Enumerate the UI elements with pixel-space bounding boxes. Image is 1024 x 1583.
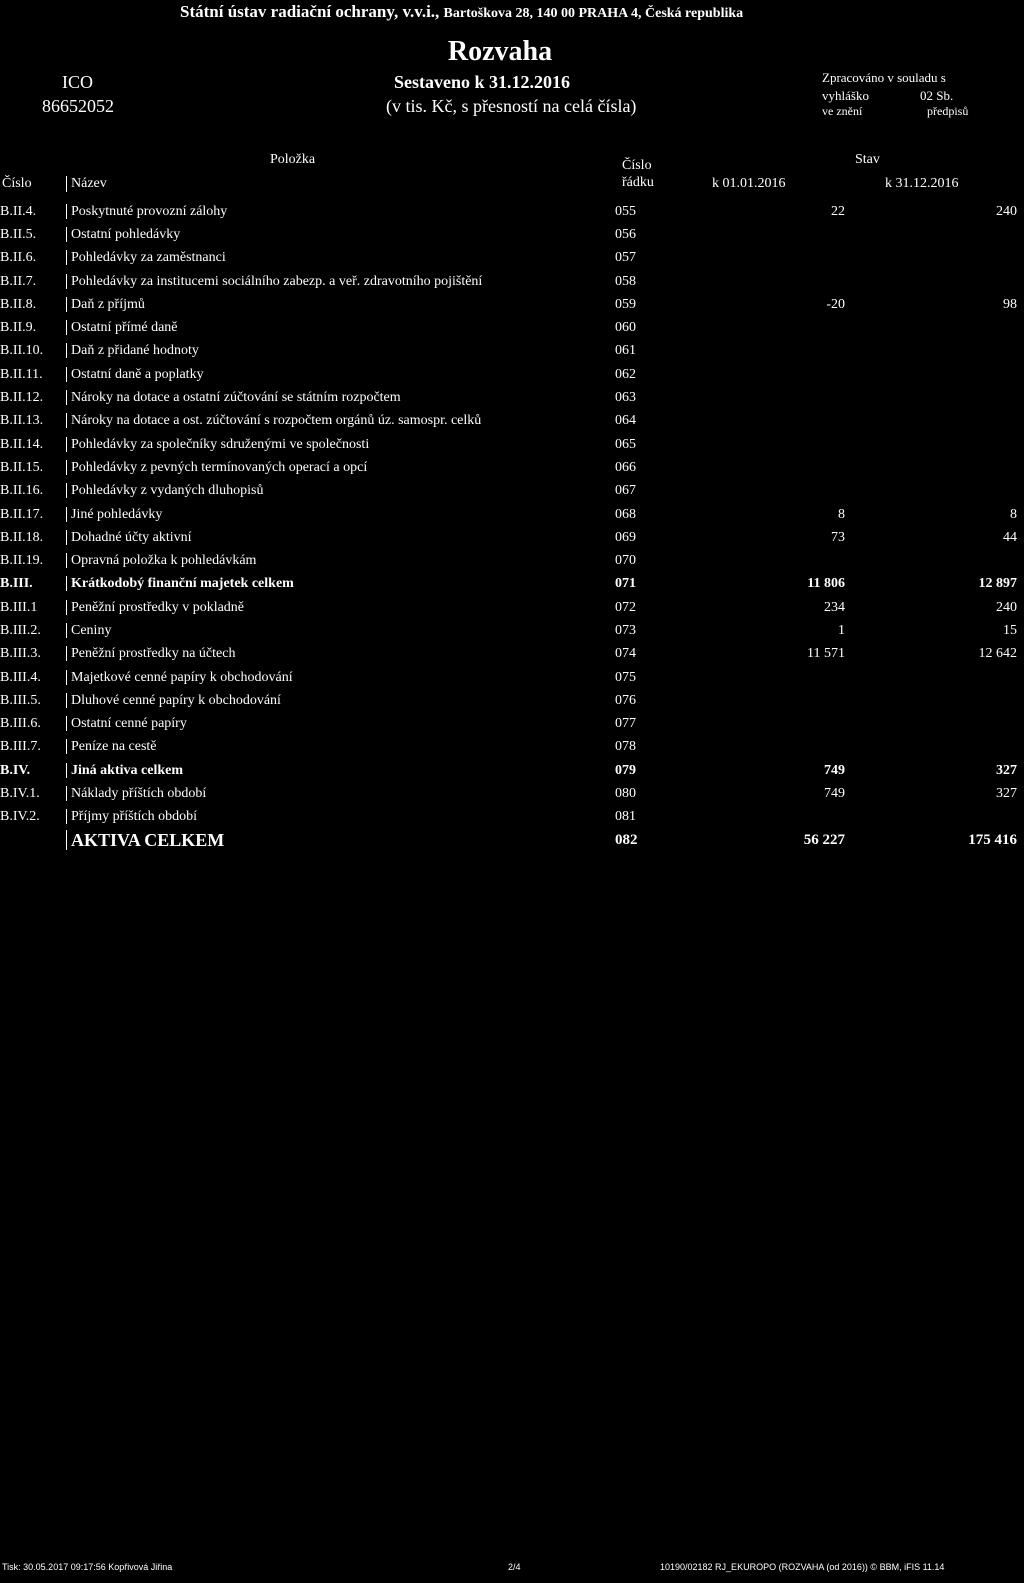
- row-value-start: 1: [838, 622, 845, 638]
- row-value-start: 8: [838, 506, 845, 522]
- row-value-end: 327: [996, 762, 1017, 778]
- row-value-end: 175 416: [968, 832, 1017, 849]
- row-code: B.III.5.: [0, 692, 41, 708]
- compliance-note-5: předpisů: [927, 104, 969, 118]
- row-line-number: 065: [615, 436, 636, 452]
- row-code: B.II.7.: [0, 273, 37, 289]
- table-row: [0, 433, 1019, 456]
- table-row: [0, 806, 1019, 829]
- compiled-date: Sestaveno k 31.12.2016: [394, 72, 571, 92]
- row-value-start: 749: [824, 786, 845, 802]
- row-name: Daň z příjmů: [66, 297, 145, 312]
- row-code: B.II.8.: [0, 296, 37, 312]
- row-value-start: 749: [824, 762, 845, 778]
- row-name: Ostatní přímé daně: [66, 320, 178, 335]
- table-row: [0, 549, 1019, 572]
- row-value-end: 240: [996, 599, 1017, 615]
- table-row: [0, 829, 1019, 852]
- table-row: [0, 782, 1019, 805]
- row-code: B.III.2.: [0, 622, 41, 638]
- row-line-number: 078: [615, 739, 636, 755]
- row-line-number: 076: [615, 692, 636, 708]
- row-name: Pohledávky za institucemi sociálního zabezp. a veř. zdravotního pojištění: [66, 274, 482, 289]
- compliance-note-3: 02 Sb.: [920, 88, 954, 103]
- row-value-end: 8: [1010, 506, 1017, 522]
- row-name: Jiná aktiva celkem: [66, 763, 183, 778]
- row-code: B.IV.2.: [0, 809, 40, 825]
- row-code: B.III.7.: [0, 739, 41, 755]
- row-code: B.II.14.: [0, 436, 44, 452]
- row-value-end: 98: [1003, 296, 1017, 312]
- ico-value: 86652052: [42, 96, 114, 116]
- row-line-number: 056: [615, 226, 636, 242]
- row-code: B.III.6.: [0, 716, 41, 732]
- row-name: Dluhové cenné papíry k obchodování: [66, 693, 281, 708]
- column-header-nazev: Název: [66, 176, 107, 192]
- organization-header: [180, 2, 743, 22]
- row-code: B.II.9.: [0, 320, 37, 336]
- column-header-stav: Stav: [855, 152, 880, 167]
- row-value-start: 73: [831, 529, 845, 545]
- table-row: [0, 223, 1019, 246]
- row-name: Ostatní cenné papíry: [66, 716, 187, 731]
- row-line-number: 067: [615, 483, 636, 499]
- row-value-start: 56 227: [803, 832, 845, 849]
- row-value-start: -20: [826, 296, 845, 312]
- column-header-end: k 31.12.2016: [885, 176, 959, 191]
- table-row: [0, 736, 1019, 759]
- row-code: B.II.19.: [0, 553, 44, 569]
- row-name: Krátkodobý finanční majetek celkem: [66, 576, 294, 591]
- row-value-start: 22: [831, 203, 845, 219]
- row-code: B.III.4.: [0, 669, 41, 685]
- row-code: B.III.: [0, 576, 33, 592]
- row-value-end: 12 642: [978, 646, 1017, 662]
- row-code: B.III.3.: [0, 646, 41, 662]
- row-code: B.III.1: [0, 599, 38, 615]
- compliance-note-4: ve znění: [822, 104, 863, 118]
- row-line-number: 073: [615, 622, 636, 638]
- row-name: Nároky na dotace a ostatní zúčtování se státním rozpočtem: [66, 390, 401, 405]
- row-name: Opravná položka k pohledávkám: [66, 553, 256, 568]
- table-row: [0, 759, 1019, 782]
- organization-address: Bartoškova 28, 140 00 PRAHA 4, Česká republika: [443, 6, 744, 21]
- row-name: Daň z přidané hodnoty: [66, 343, 199, 358]
- page-number: 2/4: [508, 1562, 521, 1572]
- row-value-end: 15: [1003, 622, 1017, 638]
- row-code: B.II.17.: [0, 506, 44, 522]
- row-line-number: 080: [615, 786, 636, 802]
- row-name: Ostatní daně a poplatky: [66, 367, 204, 382]
- row-value-end: 327: [996, 786, 1017, 802]
- row-code: B.II.4.: [0, 203, 37, 219]
- row-code: B.II.13.: [0, 413, 44, 429]
- row-name: Příjmy příštích období: [66, 809, 197, 824]
- row-code: B.II.15.: [0, 459, 44, 475]
- organization-name: Státní ústav radiační ochrany, v.v.i.,: [180, 2, 440, 21]
- row-line-number: 077: [615, 716, 636, 732]
- row-code: B.IV.1.: [0, 786, 40, 802]
- row-line-number: 058: [615, 273, 636, 289]
- row-name: Peníze na cestě: [66, 739, 157, 754]
- table-row: [0, 689, 1019, 712]
- row-line-number: 055: [615, 203, 636, 219]
- row-name: Poskytnuté provozní zálohy: [66, 204, 227, 219]
- row-name: Pohledávky za společníky sdruženými ve společnosti: [66, 437, 369, 452]
- table-row: [0, 386, 1019, 409]
- row-line-number: 069: [615, 529, 636, 545]
- table-row: [0, 573, 1019, 596]
- table-row: [0, 666, 1019, 689]
- row-name: Pohledávky z vydaných dluhopisů: [66, 483, 263, 498]
- table-row: [0, 456, 1019, 479]
- ico-label: ICO: [62, 72, 93, 92]
- row-code: B.II.12.: [0, 390, 44, 406]
- row-line-number: 063: [615, 390, 636, 406]
- row-name: Majetkové cenné papíry k obchodování: [66, 670, 293, 685]
- row-line-number: 070: [615, 553, 636, 569]
- table-row: [0, 363, 1019, 386]
- row-line-number: 059: [615, 296, 636, 312]
- document-title: Rozvaha: [447, 36, 553, 67]
- row-name: Peněžní prostředky na účtech: [66, 646, 235, 661]
- row-code: B.II.10.: [0, 343, 44, 359]
- row-line-number: 079: [615, 762, 636, 778]
- column-header-start: k 01.01.2016: [712, 176, 786, 191]
- row-name: Dohadné účty aktivní: [66, 530, 192, 545]
- table-row: [0, 713, 1019, 736]
- table-row: [0, 200, 1019, 223]
- row-name: Nároky na dotace a ost. zúčtování s rozpočtem orgánů úz. samospr. celků: [66, 413, 481, 428]
- row-name: Jiné pohledávky: [66, 507, 162, 522]
- row-line-number: 066: [615, 459, 636, 475]
- row-line-number: 062: [615, 366, 636, 382]
- table-row: [0, 643, 1019, 666]
- report-reference: 10190/02182 RJ_EKUROPO (ROZVAHA (od 2016)) © BBM, iFIS 11.14: [660, 1562, 945, 1572]
- row-line-number: 071: [615, 576, 636, 592]
- row-name: AKTIVA CELKEM: [66, 830, 224, 850]
- row-line-number: 081: [615, 809, 636, 825]
- row-code: B.II.5.: [0, 226, 37, 242]
- column-header-polozka: Položka: [270, 152, 316, 167]
- table-row: [0, 480, 1019, 503]
- row-name: Pohledávky z pevných termínovaných operací a opcí: [66, 460, 367, 475]
- table-row: [0, 503, 1019, 526]
- table-row: [0, 247, 1019, 270]
- row-name: Náklady příštích období: [66, 786, 206, 801]
- row-value-end: 44: [1003, 529, 1017, 545]
- table-row: [0, 316, 1019, 339]
- table-row: [0, 293, 1019, 316]
- row-code: B.II.16.: [0, 483, 44, 499]
- row-line-number: 057: [615, 250, 636, 266]
- print-info: Tisk: 30.05.2017 09:17:56 Kopřivová Jiřina: [2, 1562, 173, 1572]
- balance-sheet-table: [0, 200, 1019, 852]
- column-header-cislo: Číslo: [2, 176, 32, 191]
- row-value-start: 11 806: [807, 576, 845, 592]
- row-code: B.II.6.: [0, 250, 37, 266]
- row-line-number: 064: [615, 413, 636, 429]
- column-header-line-1: Číslo: [622, 158, 652, 173]
- row-name: Pohledávky za zaměstnanci: [66, 250, 226, 265]
- row-line-number: 060: [615, 320, 636, 336]
- compliance-note-1: Zpracováno v souladu s: [822, 70, 946, 85]
- column-header-line-2: řádku: [622, 175, 654, 190]
- row-name: Ostatní pohledávky: [66, 227, 180, 242]
- table-row: [0, 596, 1019, 619]
- row-line-number: 075: [615, 669, 636, 685]
- units-note: (v tis. Kč, s přesností na celá čísla): [386, 96, 637, 116]
- row-line-number: 074: [615, 646, 636, 662]
- row-code: B.II.11.: [0, 366, 43, 382]
- row-code: B.II.18.: [0, 529, 44, 545]
- row-name: Peněžní prostředky v pokladně: [66, 600, 244, 615]
- row-line-number: 072: [615, 599, 636, 615]
- row-code: B.IV.: [0, 762, 31, 778]
- table-row: [0, 619, 1019, 642]
- compliance-note-2: vyhláško: [822, 88, 869, 103]
- row-name: Ceniny: [66, 623, 111, 638]
- row-value-start: 11 571: [807, 646, 845, 662]
- table-row: [0, 526, 1019, 549]
- row-line-number: 082: [615, 832, 638, 849]
- row-value-end: 240: [996, 203, 1017, 219]
- row-value-end: 12 897: [978, 576, 1017, 592]
- row-line-number: 061: [615, 343, 636, 359]
- table-row: [0, 270, 1019, 293]
- table-row: [0, 410, 1019, 433]
- row-value-start: 234: [824, 599, 845, 615]
- table-row: [0, 340, 1019, 363]
- row-line-number: 068: [615, 506, 636, 522]
